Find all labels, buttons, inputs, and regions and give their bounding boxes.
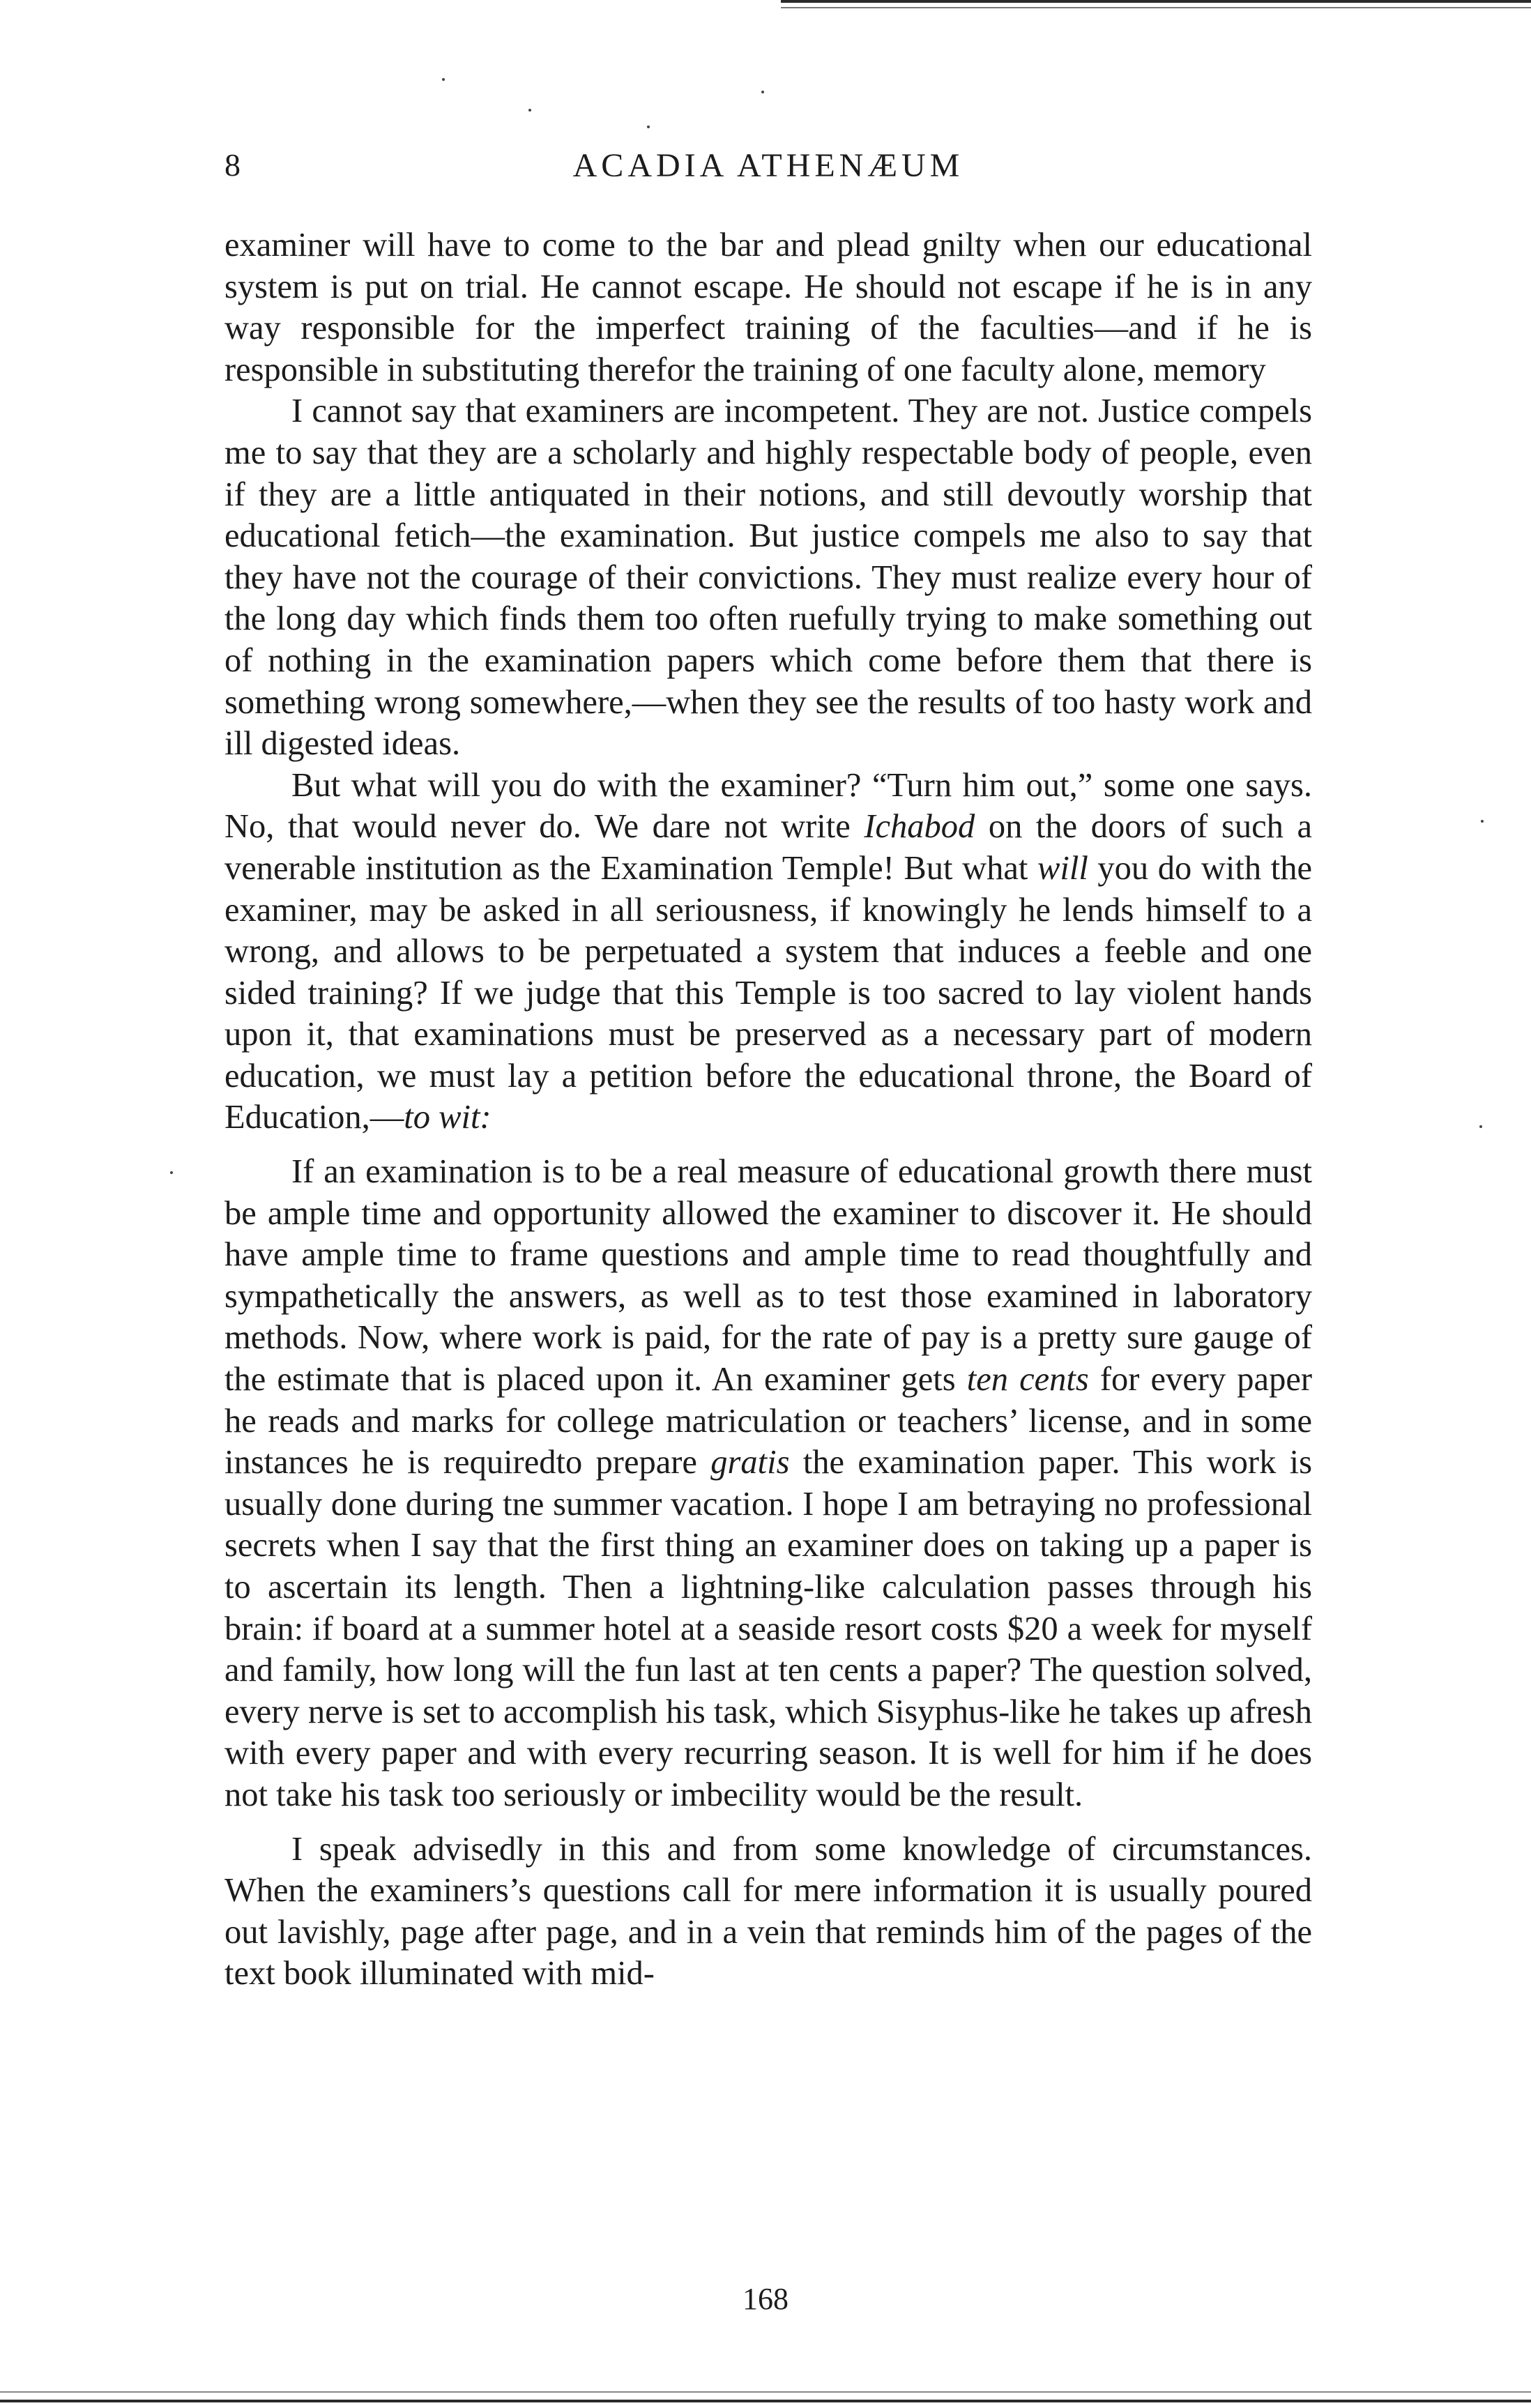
text-run: on the doors of such a venerable institution as the Examination Temple! But what [224,808,1312,887]
text-run: But what will you do with the examiner? “Turn him out,” some one says. No, that would never do. We dare not write [224,766,1312,846]
running-head: ACADIA ATHENÆUM [572,147,964,184]
scan-speck [528,109,531,112]
scan-speck [1479,1125,1482,1128]
italic-phrase: to wit: [404,1099,492,1136]
scan-speck [647,125,650,128]
scan-speck [1481,820,1484,823]
text-run: I cannot say that examiners are incompetent. They are not. Justice compels me to say that they are a scholarly and highly respectable body of people, even if they are a little antiquated in their notions, and still devoutly worship that educational fetich—the examination. But justice compels me also to say that they have not the courage of their convictions. They must realize every hour of the long day which finds them too often ruefully trying to make something out of nothing in the examination papers which come before them that there is something wrong somewhere,—when they see the results of too hasty work and ill digested ideas. [224,393,1312,763]
text-run: If an examination is to be a real measure of educational growth there must be ample time and opportunity allowed the examiner to discover it. He should have ample time to frame questions and ample time to read thoughtfully and sympathetically the answers, as well as to test those examined in laboratory methods. Now, where work is paid, for the rate of pay is a pretty sure gauge of the estimate that is placed upon it. An examiner gets [224,1153,1312,1399]
scan-speck [761,91,764,93]
text-run: for every paper he reads and marks for college matriculation or teachers’ license, and in some instances he is requiredto prepare [224,1361,1313,1481]
text-run: examiner will have to come to the bar and plead gnilty when our educational system is put on trial. He cannot escape. He should not escape if he is in any way responsible for the imperfect training of the faculties—and if he is responsible in substituting therefor the training of one faculty alone, memory [224,227,1312,388]
italic-phrase: Ichabod [864,808,975,846]
scan-edge-top-rule [781,7,1531,8]
article-body [224,224,1312,1995]
text-run: I speak advisedly in this and from some knowledge of circumstances. When the examiners’s questions call for mere information it is usually poured out lavishly, page after page, and in a vein that reminds him of the pages of the text book illuminated with mid- [224,1830,1312,1992]
folio-number: 168 [742,2282,789,2316]
scan-speck [170,1171,173,1174]
scan-edge-bottom-rule [0,2391,1531,2393]
paragraph [224,224,1312,390]
paragraph [224,765,1312,1138]
scan-edge-bottom [0,2400,1531,2402]
page-number: 8 [224,147,241,183]
italic-phrase: gratis [710,1444,790,1481]
italic-phrase: ten cents [966,1361,1089,1399]
scan-speck [442,78,445,81]
text-run: the examination paper. This work is usually done during tne summer vacation. I hope I am betraying no professional secrets when I say that the first thing an examiner does on taking up a paper is to ascertain its length. Then a lightning-like calculation passes through his brain: if board at a summer hotel at a seaside resort costs $20 a week for myself and family, how long will the fun last at ten cents a paper? The question solved, every nerve is set to accomplish his task, which Sisyphus-like he takes up afresh with every paper and with every recurring season. It is well for him if he does not take his task too seriously or imbecility would be the result. [224,1444,1313,1813]
paragraph [224,390,1312,764]
text-run: you do with the examiner, may be asked in all seriousness, if knowingly he lends himself to a wrong, and allows to be perpetuated a system that induces a feeble and one sided training? If we judge that this Temple is too sacred to lay violent hands upon it, that examinations must be preserved as a necessary part of modern education, we must lay a petition before the educational throne, the Board of Education,— [224,849,1312,1136]
page-header [224,146,1312,195]
italic-phrase: will [1037,849,1088,887]
paragraph [224,1829,1312,1995]
paragraph [224,1151,1312,1816]
scan-edge-top [781,0,1531,3]
